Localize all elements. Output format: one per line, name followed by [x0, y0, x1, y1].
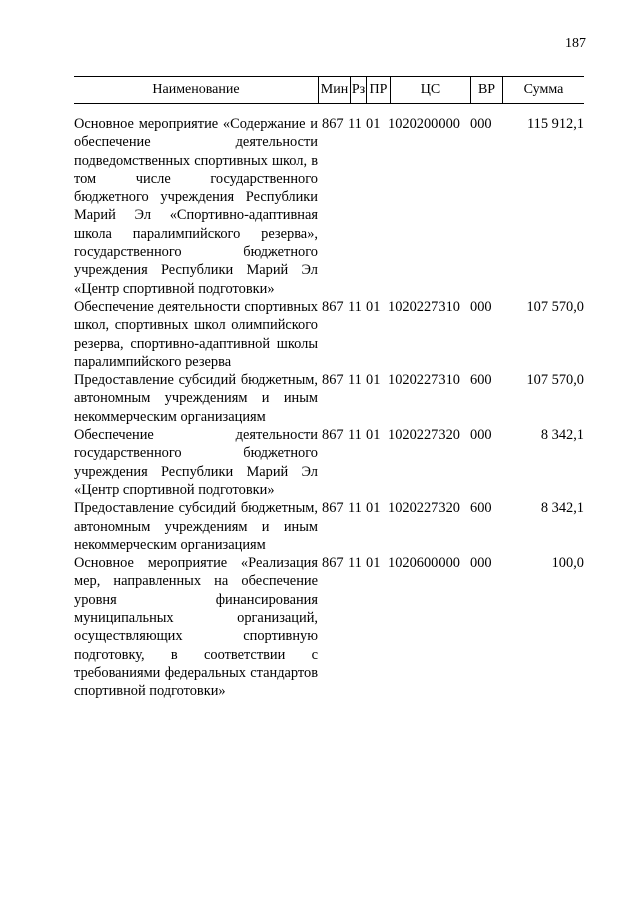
row-min: 867: [322, 372, 344, 389]
table-row: [74, 426, 584, 499]
row-vr: 000: [470, 298, 492, 315]
row-min: 867: [322, 298, 344, 315]
header-rz: Рз: [350, 77, 366, 103]
table-row: [74, 298, 584, 371]
table-row: [74, 554, 584, 700]
header-cs: ЦС: [390, 77, 470, 103]
row-pr: 01: [366, 298, 381, 315]
row-rz: 11: [348, 372, 362, 389]
row-min: 867: [322, 427, 344, 444]
header-sum: Сумма: [502, 77, 584, 103]
table-row: [74, 499, 584, 554]
row-rz: 11: [348, 427, 362, 444]
row-min: 867: [322, 500, 344, 517]
table-row: [74, 115, 584, 298]
row-cs: 1020200000: [388, 116, 460, 132]
header-min: Мин: [318, 77, 350, 103]
row-sum: 8 342,1: [540, 500, 584, 517]
table-header: [74, 76, 584, 104]
row-name: Обеспечение деятельности государственного бюджетного учреждения Республики Марий Эл «Центр спортивной подготовки»: [74, 427, 318, 498]
row-pr: 01: [366, 500, 381, 517]
row-cs: 1020227320: [388, 500, 460, 517]
row-cs: 1020600000: [388, 555, 460, 572]
row-vr: 000: [470, 427, 492, 444]
row-cs: 1020227310: [388, 298, 460, 315]
row-sum: 115 912,1: [526, 116, 584, 132]
row-vr: 600: [470, 372, 492, 389]
row-cs: 1020227310: [388, 372, 460, 389]
row-name: Основное мероприятие «Реализация мер, направленных на обеспечение уровня финансирования муниципальных организаций, осуществляющих спортивную подготовку, в соответствии с требованиями федеральных стандартов спортивной подготовки»: [74, 555, 318, 700]
row-cs: 1020227320: [388, 427, 460, 444]
row-rz: 11: [348, 298, 362, 315]
row-name: Основное мероприятие «Содержание и обеспечение деятельности подведомственных спортивных школ, в том числе государственного бюджетного учреждения Республики Марий Эл «Спортивно-адаптивная школа паралимпийского резерва», государственного бюджетного учреждения Республики Марий Эл «Центр спортивной подготовки»: [74, 116, 318, 297]
table-row: [74, 371, 584, 426]
page-number: 187: [565, 36, 586, 51]
row-rz: 11: [348, 500, 362, 517]
table-body: [74, 115, 584, 701]
row-min: 867: [322, 116, 344, 132]
row-pr: 01: [366, 427, 381, 444]
row-name: Обеспечение деятельности спортивных школ, спортивных школ олимпийского резерва, спортивно-адаптивной школы паралимпийского резерва: [74, 298, 318, 370]
row-sum: 8 342,1: [540, 427, 584, 444]
row-sum: 107 570,0: [526, 372, 584, 389]
row-pr: 01: [366, 372, 381, 389]
row-name: Предоставление субсидий бюджетным, автономным учреждениям и иным некоммерческим организациям: [74, 500, 318, 553]
row-vr: 000: [470, 116, 492, 132]
row-rz: 11: [348, 555, 362, 572]
row-sum: 100,0: [551, 555, 584, 572]
header-pr: ПР: [366, 77, 390, 103]
row-vr: 000: [470, 555, 492, 572]
row-sum: 107 570,0: [526, 298, 584, 315]
row-rz: 11: [348, 116, 362, 132]
row-vr: 600: [470, 500, 492, 517]
row-pr: 01: [366, 555, 381, 572]
header-vr: ВР: [470, 77, 502, 103]
row-pr: 01: [366, 116, 381, 132]
row-name: Предоставление субсидий бюджетным, автономным учреждениям и иным некоммерческим организациям: [74, 372, 318, 425]
row-min: 867: [322, 555, 344, 572]
header-name: Наименование: [152, 82, 240, 97]
